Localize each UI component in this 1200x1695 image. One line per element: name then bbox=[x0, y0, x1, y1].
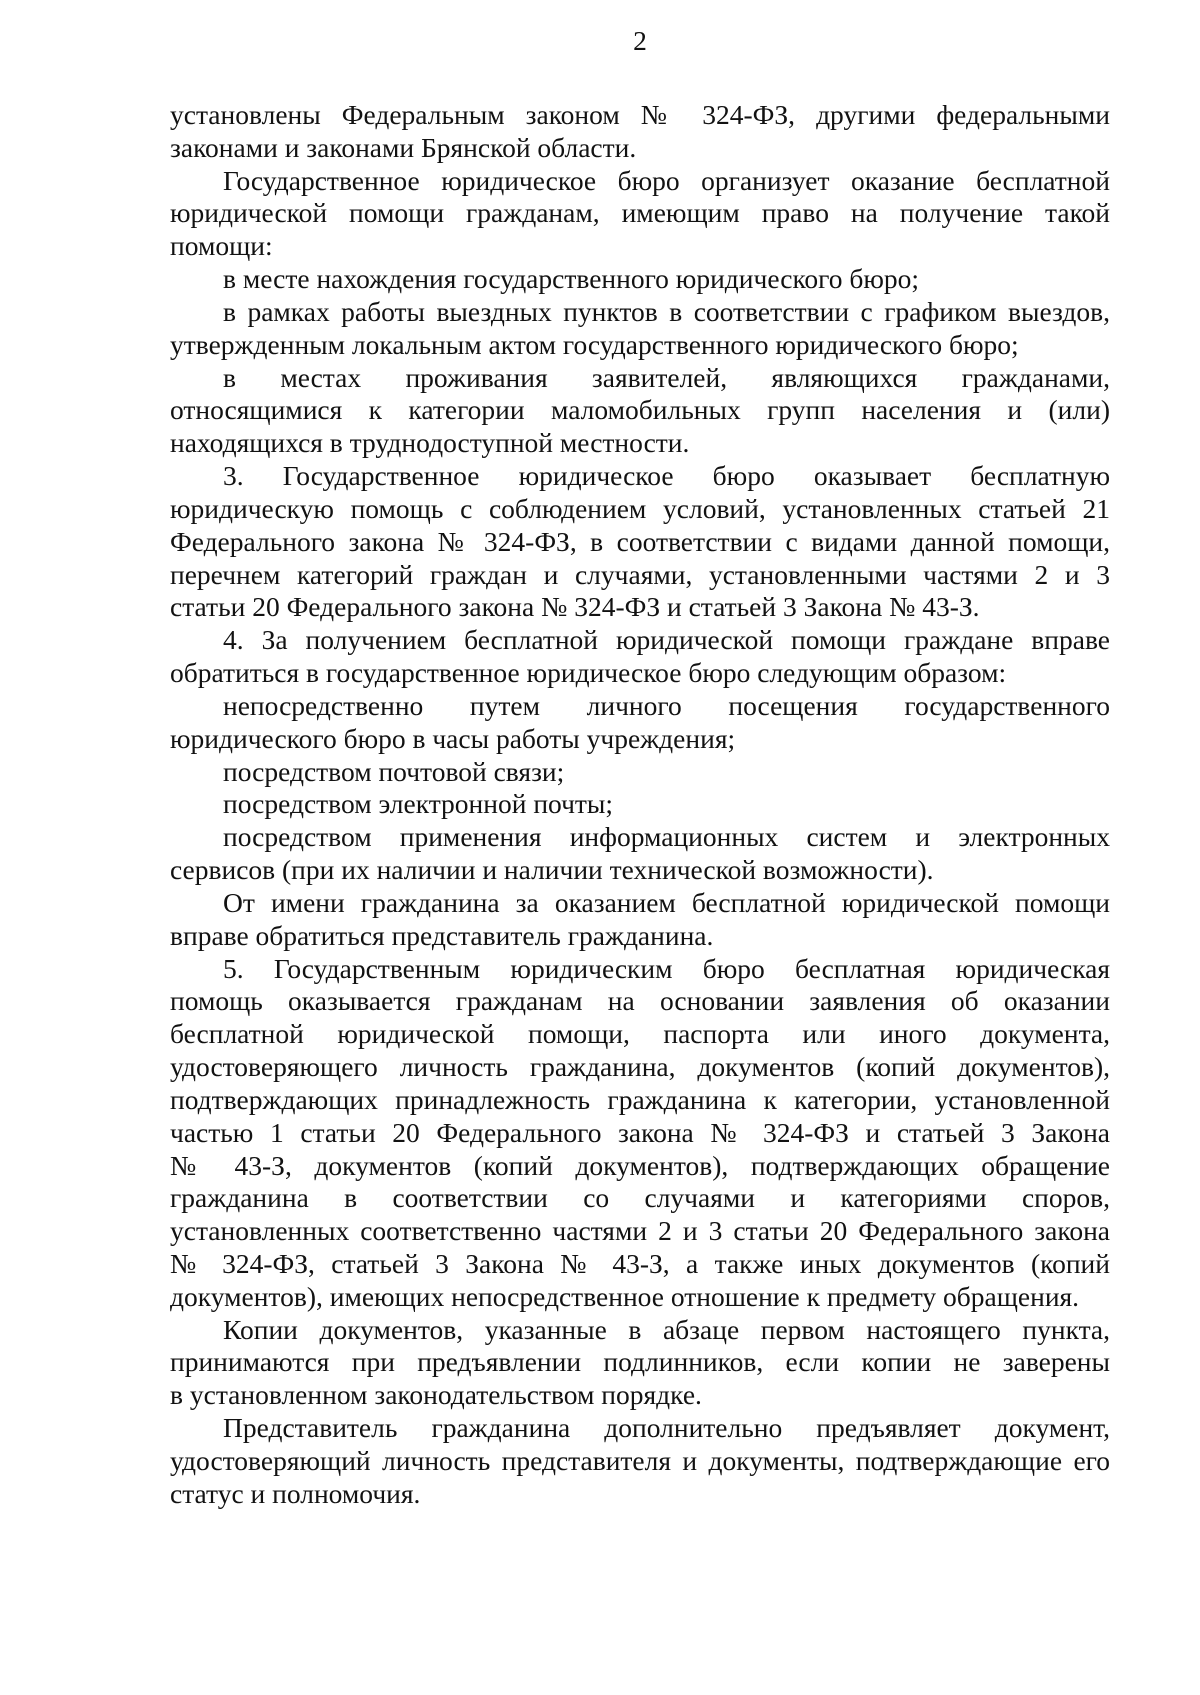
document-body bbox=[170, 99, 1110, 1511]
text-line: бесплатной юридической помощи, паспорта или иного документа, bbox=[170, 1018, 1110, 1050]
text-line: в установленном законодательством порядке. bbox=[170, 1379, 702, 1411]
text-line: помощи: bbox=[170, 230, 273, 262]
text-line: статьи 20 Федерального закона № 324-ФЗ и статьей 3 Закона № 43-З. bbox=[170, 591, 980, 623]
text-line: установлены Федеральным законом № 324-ФЗ, другими федеральными bbox=[170, 99, 1110, 130]
text-line: в местах проживания заявителей, являющихся гражданами, bbox=[223, 361, 1110, 393]
text-line: обратиться в государственное юридическое бюро следующим образом: bbox=[170, 657, 1007, 689]
text-line: № 43-З, документов (копий документов), подтверждающих обращение bbox=[170, 1149, 1110, 1181]
text-line: помощь оказывается гражданам на основании заявления об оказании bbox=[170, 985, 1110, 1017]
text-line: принимаются при предъявлении подлинников, если копии не заверены bbox=[170, 1346, 1110, 1378]
text-line: непосредственно путем личного посещения государственного bbox=[223, 689, 1110, 721]
text-line: юридической помощи гражданам, имеющим право на получение такой bbox=[170, 197, 1110, 229]
text-line: сервисов (при их наличии и наличии технической возможности). bbox=[170, 854, 934, 886]
text-line: Копии документов, указанные в абзаце первом настоящего пункта, bbox=[223, 1313, 1110, 1345]
text-line: находящихся в труднодоступной местности. bbox=[170, 427, 690, 459]
text-line: вправе обратиться представитель гражданина. bbox=[170, 919, 714, 951]
text-line: удостоверяющий личность представителя и документы, подтверждающие его bbox=[170, 1444, 1110, 1476]
text-line: № 324-ФЗ, статьей 3 Закона № 43-З, а также иных документов (копий bbox=[170, 1247, 1110, 1279]
text-line: в рамках работы выездных пунктов в соответствии с графиком выездов, bbox=[223, 295, 1110, 327]
text-line: 3. Государственное юридическое бюро оказывает бесплатную bbox=[223, 460, 1110, 492]
text-line: юридическую помощь с соблюдением условий, установленных статьей 21 bbox=[170, 492, 1110, 524]
text-line: законами и законами Брянской области. bbox=[170, 131, 637, 163]
text-line: посредством почтовой связи; bbox=[223, 755, 565, 787]
text-line: относящимися к категории маломобильных групп населения и (или) bbox=[170, 394, 1110, 426]
text-line: в месте нахождения государственного юридического бюро; bbox=[223, 263, 920, 295]
text-line: юридического бюро в часы работы учреждения; bbox=[170, 722, 736, 754]
text-line: утвержденным локальным актом государственного юридического бюро; bbox=[170, 328, 1019, 360]
page-number: 2 bbox=[633, 25, 647, 56]
text-line: частью 1 статьи 20 Федерального закона № 324-ФЗ и статьей 3 Закона bbox=[170, 1116, 1110, 1148]
text-line: 4. За получением бесплатной юридической помощи граждане вправе bbox=[223, 624, 1110, 656]
text-line: гражданина в соответствии со случаями и категориями споров, bbox=[170, 1182, 1110, 1214]
text-line: подтверждающих принадлежность гражданина к категории, установленной bbox=[170, 1083, 1110, 1115]
text-line: От имени гражданина за оказанием бесплатной юридической помощи bbox=[223, 886, 1110, 918]
text-line: Федерального закона № 324-ФЗ, в соответствии с видами данной помощи, bbox=[170, 525, 1110, 557]
text-line: установленных соответственно частями 2 и 3 статьи 20 Федерального закона bbox=[170, 1215, 1110, 1247]
text-line: Государственное юридическое бюро организует оказание бесплатной bbox=[223, 164, 1110, 196]
text-line: статус и полномочия. bbox=[170, 1477, 421, 1509]
text-line: удостоверяющего личность гражданина, документов (копий документов), bbox=[170, 1051, 1110, 1083]
text-line: документов), имеющих непосредственное отношение к предмету обращения. bbox=[170, 1280, 1080, 1312]
text-line: Представитель гражданина дополнительно предъявляет документ, bbox=[223, 1412, 1110, 1444]
text-line: посредством применения информационных систем и электронных bbox=[223, 821, 1110, 853]
text-line: посредством электронной почты; bbox=[223, 788, 614, 820]
text-line: перечнем категорий граждан и случаями, установленными частями 2 и 3 bbox=[170, 558, 1110, 590]
text-line: 5. Государственным юридическим бюро бесплатная юридическая bbox=[223, 952, 1110, 984]
